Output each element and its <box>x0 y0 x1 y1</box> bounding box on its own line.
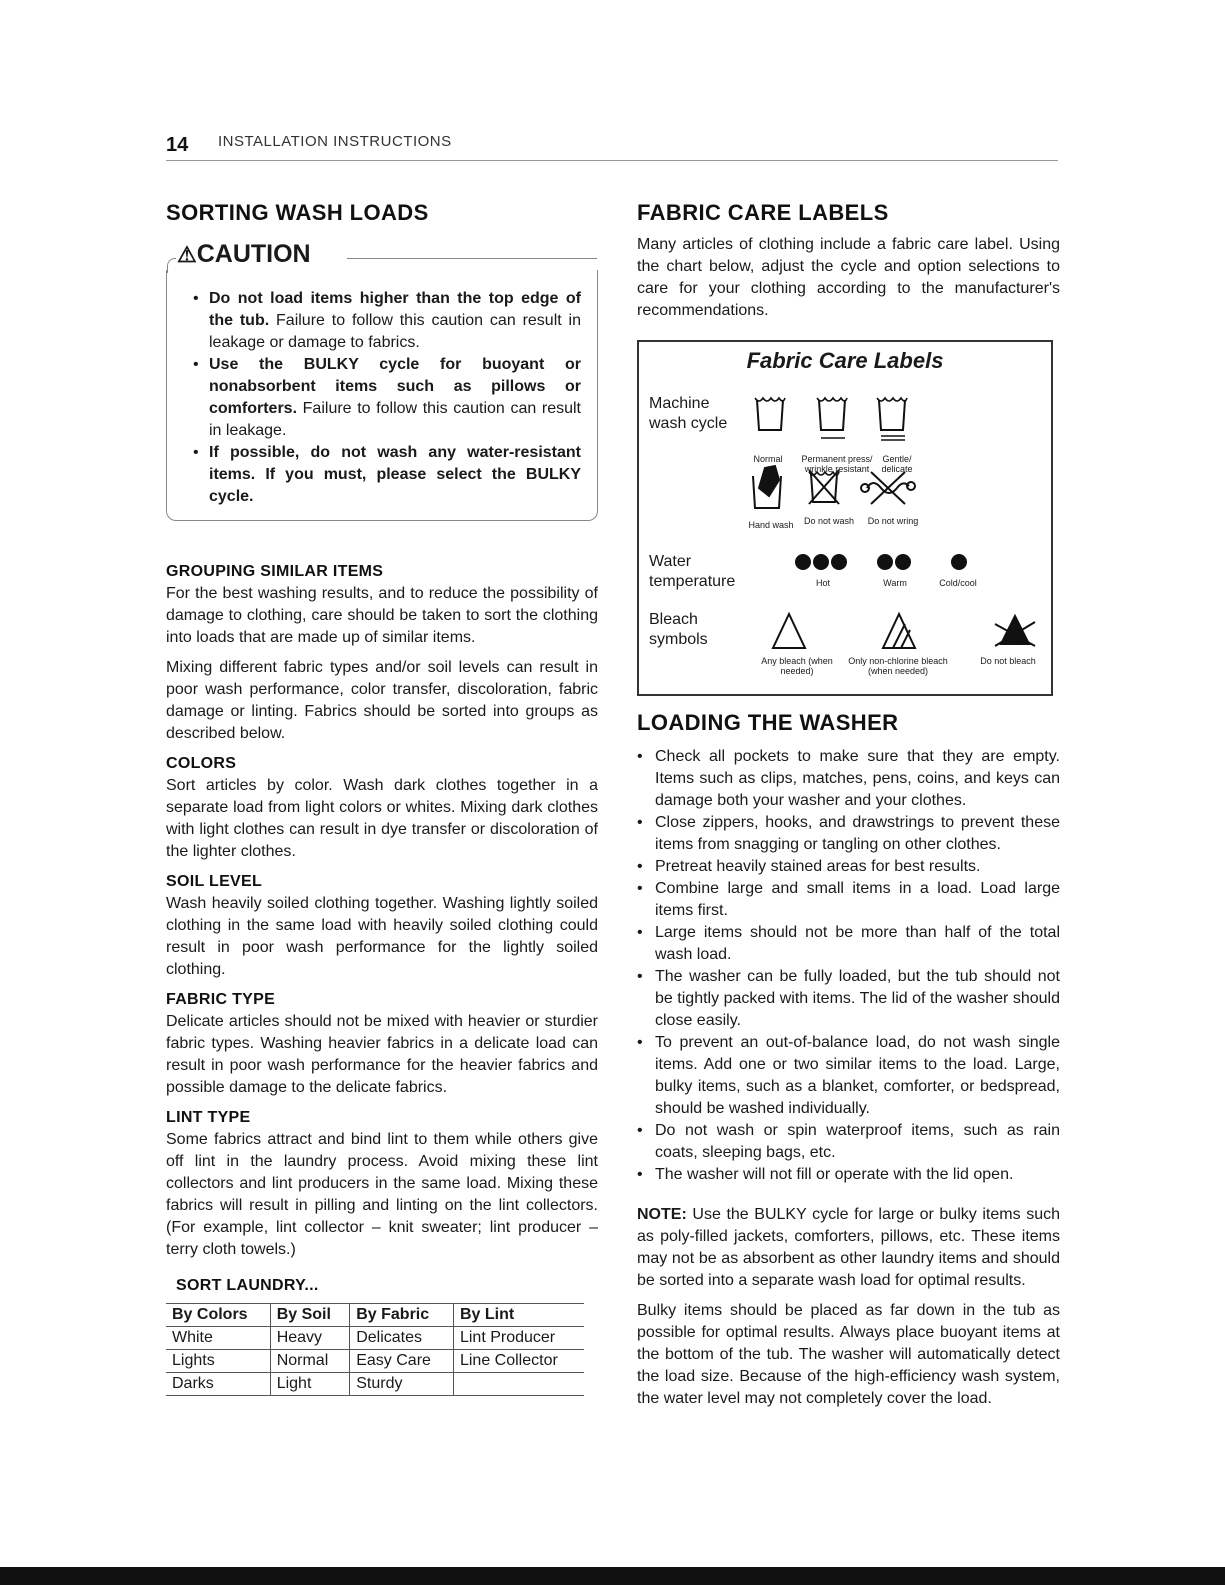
table-cell: Easy Care <box>350 1350 454 1373</box>
table-header-row <box>166 1304 584 1327</box>
table-cell: White <box>166 1327 270 1350</box>
grouping-title: GROUPING SIMILAR ITEMS <box>166 563 384 580</box>
header-section-title: INSTALLATION INSTRUCTIONS <box>218 133 452 150</box>
colors-section <box>166 755 598 863</box>
sort-laundry-table <box>166 1303 584 1396</box>
permanent-press-icon <box>817 398 847 438</box>
lint-text: Some fabrics attract and bind lint to them while others give off lint in the laundry process. Avoid mixing these lint collectors and lint producers in the same load. Mixing these fabrics will result in pilling and linting on the lint collectors. (For example, lint collector – knit sweater; lint producer – terry cloth towels.) <box>166 1131 598 1258</box>
caution-list <box>195 288 581 508</box>
lint-section <box>166 1109 598 1261</box>
bulky-paragraph: Bulky items should be placed as far down in the tub as possible for optimal results. Always place buoyant items at the bottom of the tub. The washer will automatically detect the load size. Because of the high-efficiency wash system, the water level may not completely cover the load. <box>637 1302 1060 1407</box>
table-cell: Delicates <box>350 1327 454 1350</box>
caution-item: • Use the BULKY cycle for buoyant or nonabsorbent items such as pillows or comforters. Failure to follow this caution can result in leakage. <box>209 354 581 442</box>
sorting-title: SORTING WASH LOADS <box>166 200 429 225</box>
caution-box <box>166 240 598 521</box>
cold-caption: Cold/cool <box>939 578 977 588</box>
soil-title: SOIL LEVEL <box>166 873 263 890</box>
caution-item: • If possible, do not wash any water-resistant items. If you must, please select the BULKY cycle. <box>209 442 581 508</box>
table-header: By Lint <box>453 1304 584 1327</box>
list-item: • The washer can be fully loaded, but the tub should not be tightly packed with items. The lid of the washer should close easily. <box>655 966 1060 1032</box>
bleach-symbols-label: Bleach symbols <box>649 611 708 648</box>
gentle-wash-icon <box>877 398 907 440</box>
do-not-bleach-icon <box>995 616 1035 646</box>
sort-table-title: SORT LAUNDRY... <box>176 1277 319 1294</box>
table-row <box>166 1350 584 1373</box>
list-item: • Check all pockets to make sure that they are empty. Items such as clips, matches, pens, coins, and keys can damage both your washer and your clothes. <box>655 746 1060 812</box>
table-cell <box>453 1373 584 1396</box>
bleach-icons <box>759 610 1049 654</box>
table-cell: Sturdy <box>350 1373 454 1396</box>
soil-text: Wash heavily soiled clothing together. Washing lightly soiled clothing in the same load with heavily soiled clothing could result in poor wash performance for the lightly soiled clothing. <box>166 895 598 978</box>
page-number: 14 <box>166 134 189 156</box>
note-text: Use the BULKY cycle for large or bulky items such as poly-filled jackets, comforters, pillows, etc. These items may not be as absorbent as other laundry items and should be sorted into a separate wash load for optimal results. <box>637 1206 1060 1289</box>
table-row <box>166 1373 584 1396</box>
do-not-wash-caption: Do not wash <box>803 516 855 526</box>
list-item: • Pretreat heavily stained areas for best results. <box>655 856 1060 878</box>
loading-title: LOADING THE WASHER <box>637 710 899 735</box>
normal-wash-icon <box>755 398 785 430</box>
do-not-wash-icon <box>809 470 839 504</box>
non-chlorine-bleach-icon <box>883 614 915 648</box>
bottom-bar <box>0 1567 1225 1585</box>
soil-section <box>166 873 598 981</box>
table-cell: Lint Producer <box>453 1327 584 1350</box>
hand-wash-caption: Hand wash <box>748 520 794 530</box>
do-not-bleach-caption: Do not bleach <box>980 656 1036 666</box>
fabric-section <box>166 991 598 1099</box>
fabric-care-chart <box>637 340 1053 696</box>
warm-caption: Warm <box>883 578 907 588</box>
list-item: • Combine large and small items in a load. Load large items first. <box>655 878 1060 922</box>
machine-wash-label: Machine wash cycle <box>649 395 728 432</box>
hot-icon <box>795 554 847 570</box>
caution-item: • Do not load items higher than the top edge of the tub. Failure to follow this caution can result in leakage or damage to fabrics. <box>209 288 581 354</box>
right-column <box>637 200 1060 1410</box>
colors-text: Sort articles by color. Wash dark clothes together in a separate load from light colors or whites. Mixing dark clothes with light clothes can result in dye transfer or discoloration of the lighter clothes. <box>166 777 598 860</box>
fabric-care-title: FABRIC CARE LABELS <box>637 200 889 225</box>
water-temperature-label: Water temperature <box>649 553 736 590</box>
fabric-title: FABRIC TYPE <box>166 991 276 1008</box>
table-cell: Light <box>270 1373 350 1396</box>
table-header: By Soil <box>270 1304 350 1327</box>
gentle-caption: Gentle/ delicate <box>881 454 913 474</box>
list-item: • To prevent an out-of-balance load, do not wash single items. Add one or two similar items to the load. Large, bulky items, such as a blanket, comforter, or bedspread, should be washed individually. <box>655 1032 1060 1120</box>
table-cell: Normal <box>270 1350 350 1373</box>
table-row <box>166 1327 584 1350</box>
note-paragraph <box>637 1204 1060 1292</box>
fabric-care-intro: Many articles of clothing include a fabric care label. Using the chart below, adjust the cycle and option selections to care for your clothing according to the manufacturer's recommendations. <box>637 236 1060 319</box>
grouping-section <box>166 563 598 745</box>
list-item: • Close zippers, hooks, and drawstrings to prevent these items from snagging or tangling on other clothes. <box>655 812 1060 856</box>
hot-caption: Hot <box>815 578 830 588</box>
do-not-wring-icon <box>861 472 915 504</box>
table-cell: Heavy <box>270 1327 350 1350</box>
any-bleach-icon <box>773 614 805 648</box>
list-item: • Large items should not be more than half of the total wash load. <box>655 922 1060 966</box>
cold-icon <box>951 554 967 570</box>
temperature-dots <box>789 550 989 574</box>
colors-title: COLORS <box>166 755 237 772</box>
hand-wash-icon <box>753 466 781 508</box>
warning-icon: ⚠ <box>177 242 197 267</box>
any-bleach-caption: Any bleach (when needed) <box>761 656 833 676</box>
list-item: • Do not wash or spin waterproof items, such as rain coats, sleeping bags, etc. <box>655 1120 1060 1164</box>
table-cell: Line Collector <box>453 1350 584 1373</box>
grouping-paragraph-2: Mixing different fabric types and/or soil levels can result in poor wash performance, color transfer, discoloration, fabric damage or linting. Fabrics should be sorted into groups as described below. <box>166 659 598 742</box>
table-header: By Colors <box>166 1304 270 1327</box>
lint-title: LINT TYPE <box>166 1109 251 1126</box>
non-chlorine-caption: Only non-chlorine bleach (when needed) <box>848 656 948 676</box>
list-item: • The washer will not fill or operate with the lid open. <box>655 1164 1060 1186</box>
do-not-wring-caption: Do not wring <box>867 516 919 526</box>
table-cell: Darks <box>166 1373 270 1396</box>
sort-table-section <box>166 1277 598 1295</box>
note-label: NOTE: <box>637 1206 687 1223</box>
page-header <box>166 130 1058 161</box>
grouping-paragraph-1: For the best washing results, and to reduce the possibility of damage to clothing, care should be taken to sort the clothing into loads that are made up of similar items. <box>166 585 598 646</box>
fabric-care-chart-title: Fabric Care Labels <box>746 348 944 373</box>
caution-title: ⚠CAUTION <box>177 240 315 269</box>
permanent-press-caption: Permanent press/ wrinkle resistant <box>801 454 873 474</box>
fabric-text: Delicate articles should not be mixed with heavier or sturdier fabric types. Washing heavier fabrics in a delicate load can result in poor wash performance for the heavier fabrics and possible damage to the delicate fabrics. <box>166 1013 598 1096</box>
warm-icon <box>877 554 911 570</box>
table-cell: Lights <box>166 1350 270 1373</box>
normal-caption: Normal <box>753 454 783 464</box>
loading-list <box>637 746 1060 1186</box>
table-header: By Fabric <box>350 1304 454 1327</box>
left-column <box>166 200 598 1396</box>
